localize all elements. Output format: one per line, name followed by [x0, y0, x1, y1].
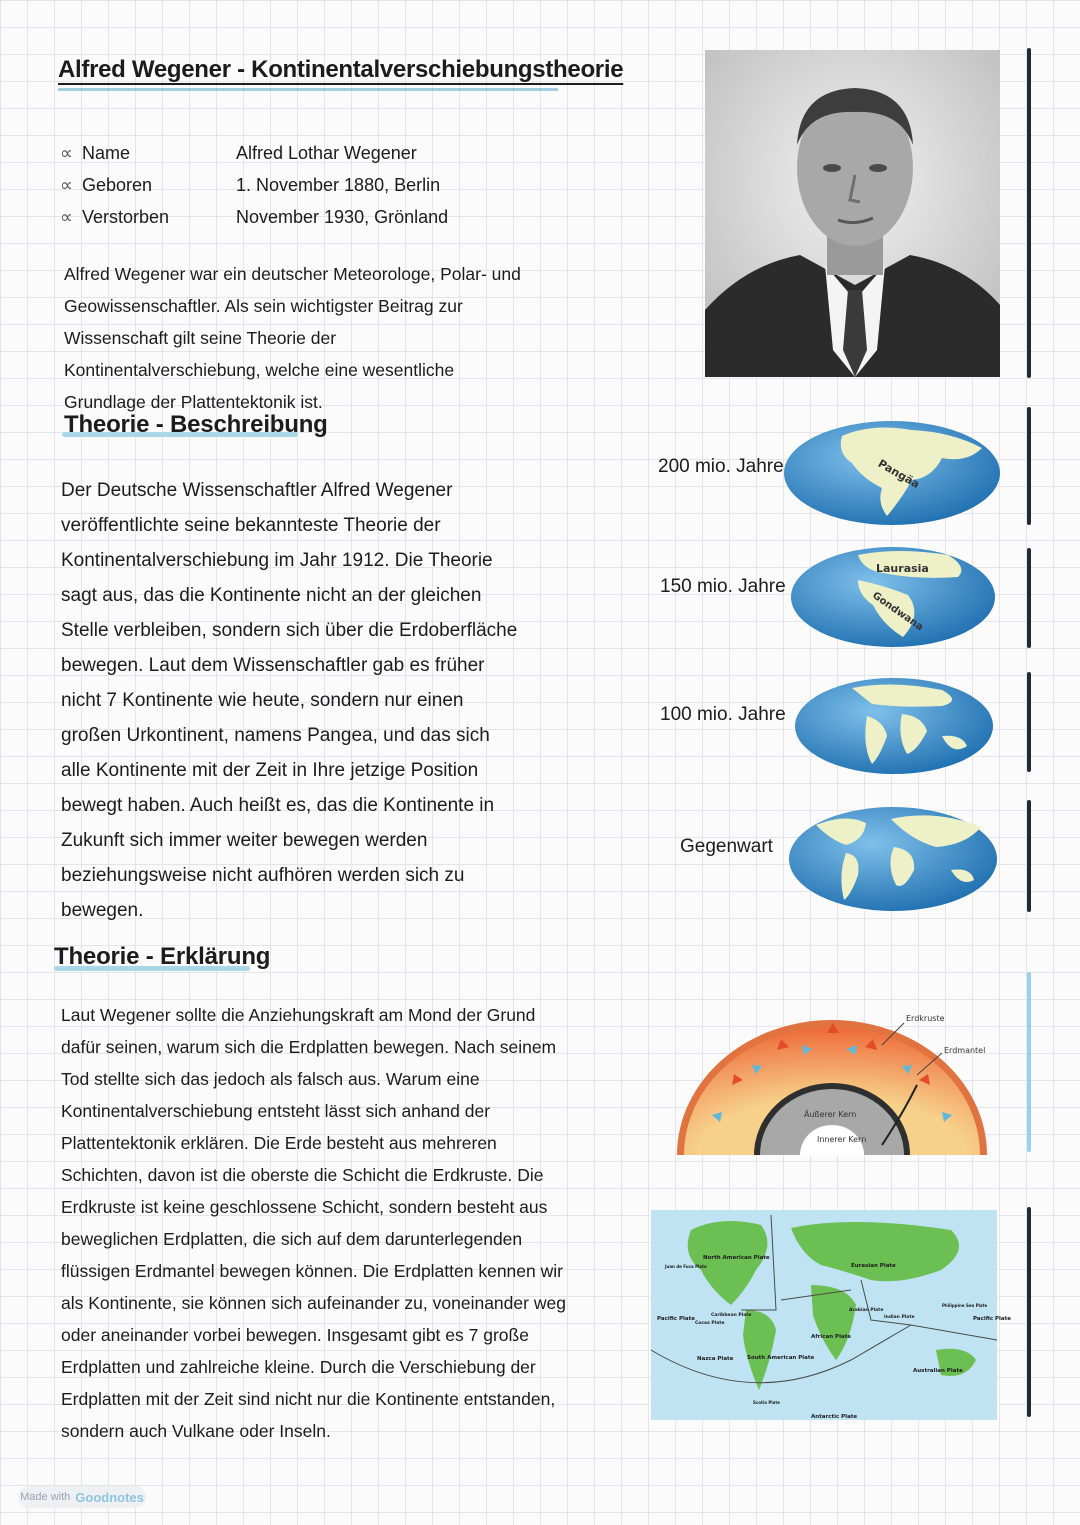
label-inner-core: Innerer Kern — [817, 1135, 867, 1144]
divider-line — [1027, 407, 1031, 525]
globe-100 — [792, 676, 996, 776]
label-eurasian: Eurasian Plate — [851, 1263, 896, 1269]
info-key: Geboren — [82, 175, 153, 195]
map-label-pangaea: Pangäa — [875, 456, 922, 492]
label-australian: Australian Plate — [913, 1368, 963, 1374]
label-juan-de-fuca: Juan de Fuca Plate — [665, 1264, 707, 1269]
label-mantle: Erdmantel — [944, 1046, 986, 1055]
label-indian: Indian Plate — [884, 1315, 915, 1320]
info-row-name — [60, 143, 417, 164]
tectonic-plates-map — [651, 1210, 1011, 1420]
label-caribbean: Caribbean Plate — [711, 1313, 752, 1318]
bullet-icon: ∝ — [60, 175, 73, 195]
label-cocos: Cocos Plate — [695, 1321, 725, 1326]
globe-label-present: Gegenwart — [680, 836, 773, 857]
info-row-born — [60, 175, 440, 196]
intro-text: Alfred Wegener war ein deutscher Meteorologe, Polar- und Geowissenschaftler. Als sein wichtigster Beitrag zur Wissenschaft gilt seine Theorie der Kontinentalverschiebung, welche eine wesentliche Grundlage der Plattentektonik ist. — [64, 264, 521, 412]
goodnotes-logo: Goodnotes — [75, 1489, 144, 1505]
globe-pangaea — [782, 418, 1002, 528]
label-african: African Plate — [811, 1334, 852, 1340]
divider-line — [1027, 672, 1031, 772]
globe-laurasia — [788, 545, 998, 650]
title-underline — [58, 88, 558, 91]
label-arabian: Arabian Plate — [849, 1308, 884, 1313]
divider-line — [1027, 548, 1031, 648]
earth-layers-diagram — [672, 1005, 992, 1155]
info-value: November 1930, Grönland — [236, 207, 449, 227]
label-philippine: Philippine Sea Plate — [942, 1303, 988, 1308]
globe-label-100: 100 mio. Jahre — [660, 704, 786, 725]
label-outer-core: Äußerer Kern — [804, 1110, 857, 1119]
explanation-text: Laut Wegener sollte die Anziehungskraft am Mond der Grund dafür seinen, warum sich die Erdplatten bewegen. Nach seinem Tod stellte sich das jedoch als falsch aus. Warum eine Kontinentalverschiebung entsteht lässt sich anhand der Plattentektonik erklären. Die Erde besteht aus mehreren Schichten, davon ist die oberste die Schicht die Erdkruste. Die Erdkruste ist keine geschlossene Schicht, sondern besteht aus beweglichen Erdplatten, die sich auf dem darunterlegenden flüssigen Erdmantel bewegen können. Die Erdplatten kennen wir als Kontinente, sie können sich aufeinander zu, voneinander weg oder aneinander vorbei bewegen. Insgesamt gibt es 7 große Erdplatten und zahlreiche kleine. Durch die Verschiebung der Erdplatten mit der Zeit sind nicht nur die Kontinente entstanden, sondern auch Vulkane oder Inseln. — [61, 1005, 566, 1441]
label-south-american: South American Plate — [747, 1355, 815, 1361]
globe-present — [786, 805, 1000, 913]
bullet-icon: ∝ — [60, 143, 73, 163]
goodnotes-badge — [18, 1486, 146, 1508]
info-value: Alfred Lothar Wegener — [236, 143, 417, 163]
divider-line — [1027, 800, 1031, 912]
globe-label-150: 150 mio. Jahre — [660, 576, 786, 597]
info-value: 1. November 1880, Berlin — [236, 175, 441, 195]
made-with-text: Made with — [20, 1491, 71, 1503]
label-pacific-right: Pacific Plate — [973, 1316, 1011, 1322]
label-crust: Erdkruste — [906, 1014, 945, 1023]
divider-line-light — [1027, 972, 1031, 1152]
page-title: Alfred Wegener - Kontinentalverschiebungstheorie — [58, 56, 624, 83]
globe-label-200: 200 mio. Jahre — [658, 456, 784, 477]
label-pacific-left: Pacific Plate — [657, 1316, 695, 1322]
map-label-gondwana: Gondwana — [870, 590, 925, 634]
info-key: Name — [82, 143, 131, 163]
label-scotia: Scotia Plate — [753, 1400, 781, 1405]
divider-line — [1027, 48, 1031, 378]
label-antarctic: Antarctic Plate — [811, 1414, 858, 1420]
map-label-laurasia: Laurasia — [876, 562, 929, 575]
label-nazca: Nazca Plate — [697, 1356, 734, 1362]
bullet-icon: ∝ — [60, 207, 73, 227]
description-text: Der Deutsche Wissenschaftler Alfred Wegener veröffentlichte seine bekannteste Theorie der Kontinentalverschiebung im Jahr 1912. Die Theorie sagt aus, das die Kontinente nicht an der gleichen Stelle verbleiben, sondern sich über die Erdoberfläche bewegen. Laut dem Wissenschaftler gab es früher nicht 7 Kontinente wie heute, sondern nur einen großen Urkontinent, namens Pangea, und das sich alle Kontinente mit der Zeit in Ihre jetzige Position bewegt haben. Auch heißt es, das die Kontinente in Zukunft sich immer weiter bewegen werden beziehungsweise nicht aufhören werden sich zu bewegen. — [61, 480, 518, 921]
section-heading-description: Theorie - Beschreibung — [64, 411, 328, 438]
info-key: Verstorben — [82, 207, 170, 227]
divider-line — [1027, 1207, 1031, 1417]
section-heading-explanation: Theorie - Erklärung — [54, 943, 271, 970]
label-north-american: North American Plate — [703, 1255, 770, 1261]
info-row-died — [60, 207, 448, 228]
portrait-photo — [705, 50, 1000, 377]
